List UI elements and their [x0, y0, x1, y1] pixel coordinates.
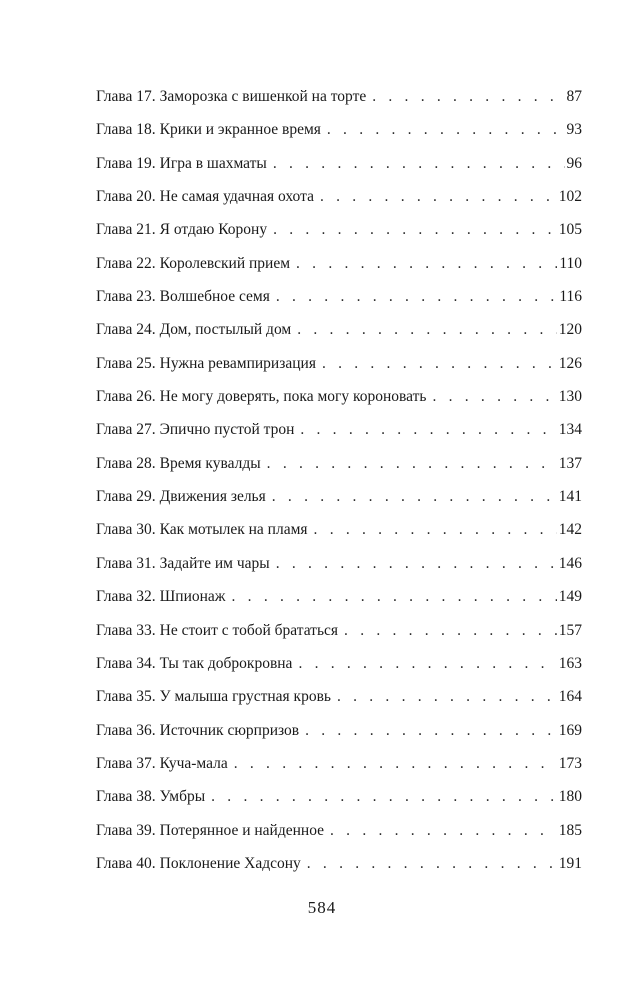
chapter-page-number: 96 [566, 154, 582, 172]
toc-entry [96, 280, 582, 313]
chapter-title: Волшебное семя [159, 288, 270, 306]
dot-leader [307, 847, 557, 880]
chapter-label: Глава 29. [96, 488, 156, 506]
dot-leader [300, 413, 556, 446]
chapter-page-number: 116 [559, 288, 582, 306]
chapter-title: Я отдаю Корону [159, 221, 268, 239]
dot-leader [273, 147, 565, 180]
dot-leader [272, 480, 557, 513]
chapter-title: Не стоит с тобой брататься [159, 621, 339, 639]
toc-entry [96, 680, 582, 713]
chapter-label: Глава 25. [96, 354, 156, 372]
chapter-label: Глава 40. [96, 854, 156, 872]
chapter-label: Глава 21. [96, 221, 156, 239]
toc-entry [96, 480, 582, 513]
chapter-title: Задайте им чары [159, 554, 270, 572]
chapter-label: Глава 39. [96, 821, 156, 839]
dot-leader [372, 80, 564, 113]
chapter-page-number: 180 [558, 788, 582, 806]
toc-entry [96, 580, 582, 613]
chapter-title: Источник сюрпризов [159, 721, 300, 739]
chapter-title: Время кувалды [159, 454, 261, 472]
chapter-label: Глава 36. [96, 721, 156, 739]
chapter-title: Умбры [159, 788, 206, 806]
chapter-label: Глава 22. [96, 254, 156, 272]
chapter-label: Глава 17. [96, 88, 156, 105]
chapter-label: Глава 28. [96, 454, 156, 472]
table-of-contents [96, 80, 582, 880]
toc-entry [96, 647, 582, 680]
chapter-page-number: 163 [558, 654, 582, 672]
toc-entry [96, 347, 582, 380]
chapter-title: Как мотылек на пламя [159, 521, 308, 539]
toc-entry [96, 247, 582, 280]
chapter-label: Глава 26. [96, 388, 156, 406]
chapter-page-number: 169 [558, 721, 582, 739]
chapter-title: Королевский прием [159, 254, 291, 272]
page-number: 584 [307, 898, 337, 917]
chapter-page-number: 185 [558, 821, 582, 839]
chapter-page-number: 164 [558, 688, 582, 706]
chapter-page-number: 137 [558, 454, 582, 472]
chapter-page-number: 134 [558, 421, 582, 439]
chapter-page-number: 110 [559, 254, 582, 272]
dot-leader [344, 614, 557, 647]
toc-entry [96, 547, 582, 580]
chapter-label: Глава 34. [96, 654, 156, 672]
dot-leader [320, 180, 557, 213]
toc-entry [96, 614, 582, 647]
dot-leader [297, 313, 557, 346]
toc-entry [96, 180, 582, 213]
toc-entry [96, 413, 582, 446]
chapter-label: Глава 18. [96, 121, 156, 139]
chapter-label: Глава 30. [96, 521, 156, 539]
dot-leader [267, 447, 557, 480]
dot-leader [298, 647, 556, 680]
chapter-label: Глава 24. [96, 321, 156, 339]
chapter-label: Глава 38. [96, 788, 156, 806]
chapter-label: Глава 32. [96, 588, 156, 606]
chapter-title: Игра в шахматы [159, 154, 267, 172]
dot-leader [305, 714, 557, 747]
toc-entry [96, 147, 582, 180]
chapter-title: Дом, постылый дом [159, 321, 292, 339]
toc-entry [96, 513, 582, 546]
chapter-page-number: 149 [558, 588, 582, 606]
chapter-label: Глава 35. [96, 688, 156, 706]
chapter-label: Глава 31. [96, 554, 156, 572]
toc-entry [96, 747, 582, 780]
toc-entry [96, 380, 582, 413]
dot-leader [232, 580, 557, 613]
chapter-title: У малыша грустная кровь [159, 688, 331, 706]
chapter-label: Глава 33. [96, 621, 156, 639]
chapter-page-number: 173 [558, 754, 582, 772]
chapter-title: Куча-мала [159, 754, 228, 772]
dot-leader [330, 814, 557, 847]
chapter-page-number: 93 [566, 121, 582, 139]
dot-leader [432, 380, 556, 413]
chapter-page-number: 141 [558, 488, 582, 506]
chapter-label: Глава 20. [96, 188, 156, 206]
toc-entry [96, 780, 582, 813]
chapter-title: Поклонение Хадсону [159, 854, 301, 872]
chapter-page-number: 130 [558, 388, 582, 406]
chapter-page-number: 191 [558, 854, 582, 872]
dot-leader [337, 680, 557, 713]
toc-entry [96, 814, 582, 847]
chapter-page-number: 120 [558, 321, 582, 339]
toc-entry [96, 113, 582, 146]
chapter-label: Глава 19. [96, 154, 156, 172]
toc-entry [96, 80, 582, 113]
chapter-page-number: 142 [558, 521, 582, 539]
chapter-page-number: 102 [558, 188, 582, 206]
toc-entry [96, 313, 582, 346]
chapter-page-number: 105 [558, 221, 582, 239]
chapter-page-number: 126 [558, 354, 582, 372]
dot-leader [273, 213, 557, 246]
dot-leader [314, 513, 557, 546]
toc-entry [96, 447, 582, 480]
chapter-title: Шпионаж [159, 588, 226, 606]
chapter-label: Глава 27. [96, 421, 156, 439]
dot-leader [327, 113, 565, 146]
dot-leader [211, 780, 557, 813]
dot-leader [322, 347, 557, 380]
toc-entry [96, 213, 582, 246]
dot-leader [296, 247, 557, 280]
chapter-title: Не могу доверять, пока могу короновать [159, 388, 427, 406]
chapter-label: Глава 23. [96, 288, 156, 306]
chapter-title: Заморозка с вишенкой на торте [159, 88, 367, 105]
chapter-page-number: 146 [558, 554, 582, 572]
chapter-title: Крики и экранное время [159, 121, 321, 139]
dot-leader [276, 280, 557, 313]
dot-leader [234, 747, 557, 780]
chapter-page-number: 87 [566, 88, 582, 105]
chapter-label: Глава 37. [96, 754, 156, 772]
chapter-title: Эпично пустой трон [159, 421, 295, 439]
chapter-title: Не самая удачная охота [159, 188, 314, 206]
chapter-page-number: 157 [558, 621, 582, 639]
toc-entry [96, 847, 582, 880]
chapter-title: Нужна ревампиризация [159, 354, 316, 372]
dot-leader [276, 547, 557, 580]
chapter-title: Движения зелья [159, 488, 266, 506]
chapter-title: Ты так доброкровна [159, 654, 293, 672]
chapter-title: Потерянное и найденное [159, 821, 325, 839]
toc-entry [96, 714, 582, 747]
